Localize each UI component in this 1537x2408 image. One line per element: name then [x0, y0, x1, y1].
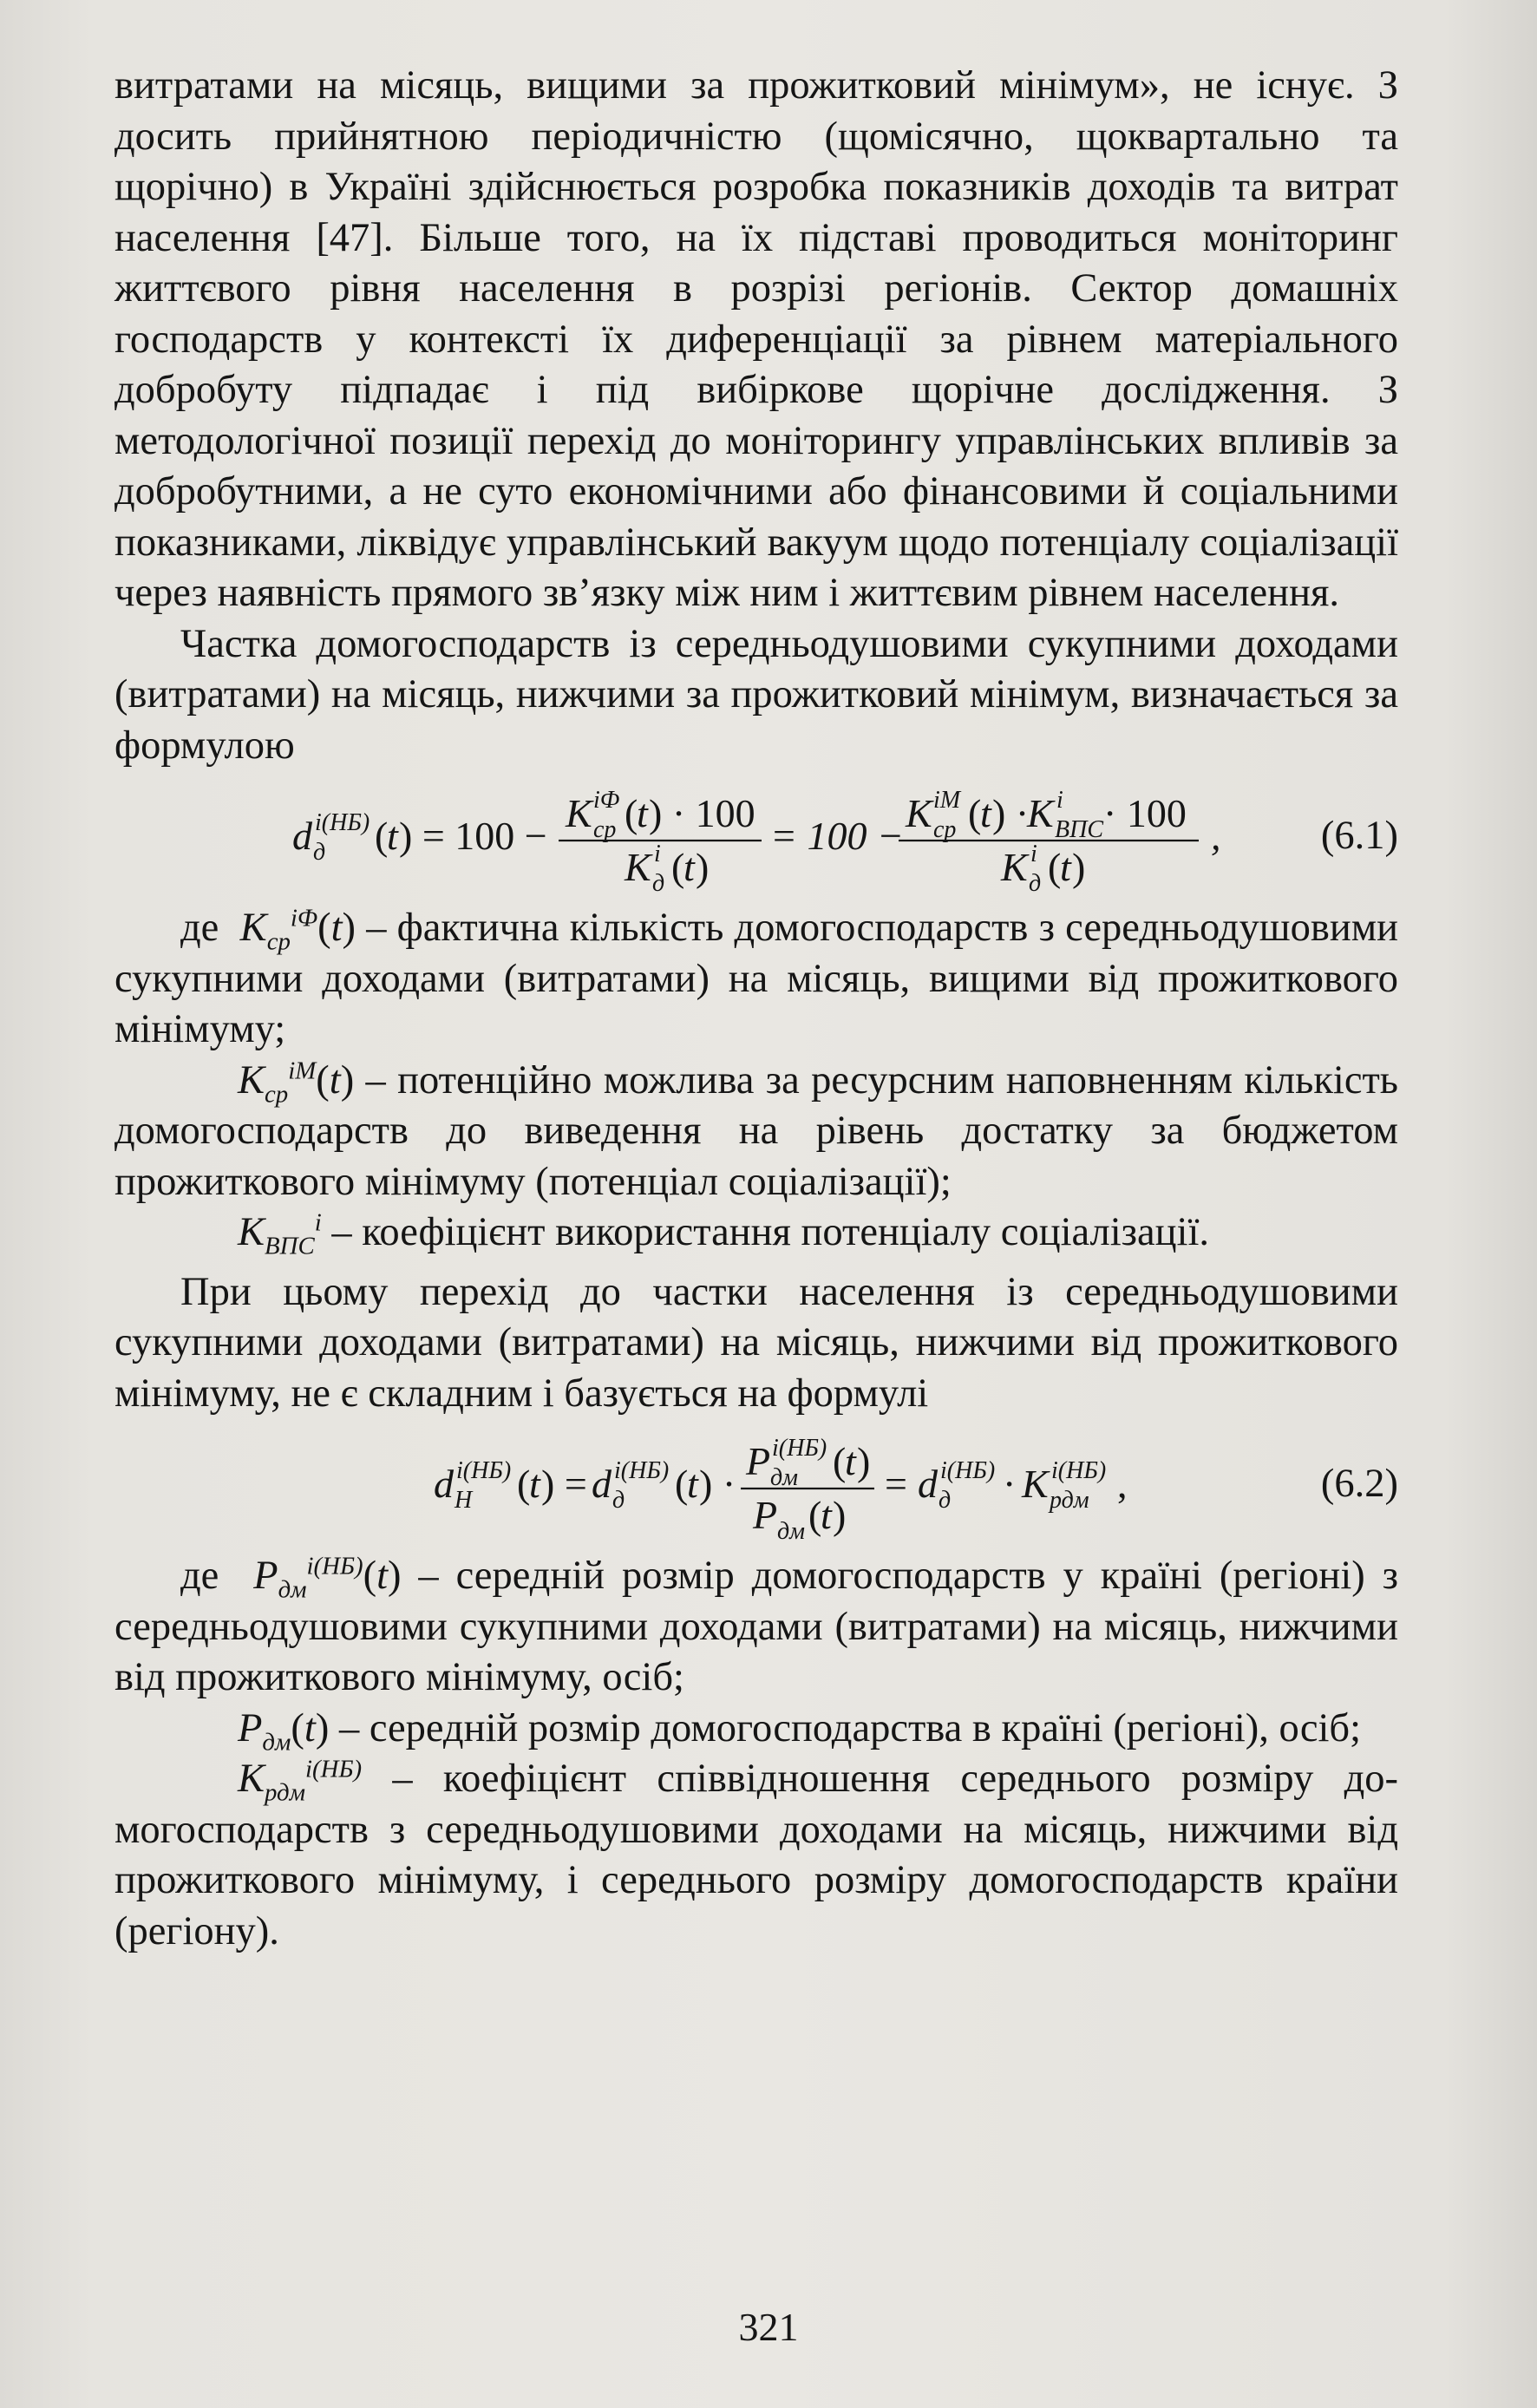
- paragraph-2: Частка домогосподарств із середньодушовими сукупними доходами (витратами) на місяць, нижчими за прожитковий мінімум, визначається за формулою: [114, 621, 1398, 768]
- svg-text:i(НБ): i(НБ): [456, 1457, 512, 1484]
- definition-k-ifact-text: – фактична кількість домогосподарств з середньодушовими сукупними доходами (витратами) на місяць, вищими від прожиткового мінімуму;: [114, 906, 1399, 1051]
- page-number: 321: [738, 2305, 799, 2349]
- svg-text:d: d: [434, 1462, 454, 1506]
- formula-6-1-svg: [114, 776, 1242, 894]
- formula-6-2-expression: [114, 1424, 1398, 1542]
- svg-text:P: P: [746, 1439, 771, 1483]
- svg-text:): ): [696, 845, 710, 889]
- definition-p-dm: [114, 1704, 1398, 1755]
- svg-text:d: d: [918, 1462, 938, 1506]
- formula-6-1: [114, 776, 1398, 894]
- svg-text:(: (: [375, 814, 389, 858]
- symbol-p-dm-inb: $P_{дм}^{i(НБ)}(t)$: [236, 1552, 402, 1604]
- svg-text:(: (: [625, 791, 638, 835]
- svg-text:K: K: [1027, 791, 1054, 835]
- svg-text:d: d: [592, 1462, 612, 1506]
- formula-6-1-number: (6.1): [1320, 814, 1398, 858]
- definition-k-ifact: [114, 903, 1398, 1056]
- svg-text:ср: ср: [933, 816, 957, 843]
- where-word: де: [180, 906, 219, 950]
- svg-text:д: д: [939, 1487, 952, 1514]
- svg-text:ВПС: ВПС: [1055, 816, 1103, 843]
- svg-text:i(НБ): i(НБ): [614, 1457, 670, 1484]
- svg-text:i(НБ): i(НБ): [940, 1457, 996, 1484]
- where-word: де: [180, 1554, 219, 1598]
- definition-k-rdm-text: – коефіцієнт співвідношення середнього розміру домогосподарств з середньодушовими доходами на місяць, нижчими від прожиткового мінімуму, і середнього розміру домогосподарств країни (регіону).: [114, 1757, 1398, 1953]
- svg-text:дм: дм: [777, 1518, 806, 1542]
- svg-text:=: =: [885, 1462, 907, 1506]
- definition-p-dm-inb-text: – середній розмір домогосподарств у країні (регіоні) з середньодушовими сукупними доходами (витратами) на місяць, нижчими від прожиткового мінімуму, осіб;: [114, 1554, 1399, 1699]
- paragraph-1: витратами на місяць, вищими за прожитковий мінімум», не існує. З досить прийнятною періодичністю (щомісячно, щоквартально та щорічно) в Україні здійснюється розробка показників доходів та витрат населення [47]. Більше того, на їх підставі проводиться моніторинг життєвого рівня населення в розрізі регіонів. Сектор домашніх господарств у контексті їх диференціації за рівнем матеріального добробуту підпадає і під вибіркове щорічне дослідження. З методологічної позиції перехід до моніторингу управлінських впливів за добробутними, а не суто економічними або фінансовими й соціальними показниками, ліквідує управлінський вакуум щодо потенціалу соціалізації через наявність прямого зв’язку між ним і життєвим рівнем населення.: [114, 63, 1398, 615]
- svg-text:i(НБ): i(НБ): [315, 809, 370, 836]
- svg-text:t: t: [637, 791, 648, 835]
- svg-text:t: t: [683, 845, 695, 889]
- svg-text:i: i: [1030, 841, 1037, 867]
- svg-text:(: (: [671, 845, 685, 889]
- svg-text:,: ,: [1211, 814, 1221, 858]
- svg-text:t: t: [845, 1439, 856, 1483]
- svg-text:K: K: [1022, 1462, 1049, 1506]
- svg-text:K: K: [1001, 845, 1028, 889]
- definition-k-im: [114, 1056, 1398, 1208]
- svg-text:P: P: [753, 1493, 778, 1537]
- svg-text:t: t: [980, 791, 991, 835]
- svg-text:(: (: [1048, 845, 1062, 889]
- svg-text:) ·: ) ·: [992, 791, 1030, 835]
- svg-text:д: д: [1029, 870, 1042, 894]
- text-block: [114, 61, 1398, 1957]
- svg-text:(: (: [808, 1493, 822, 1537]
- definition-k-rdm: [114, 1754, 1398, 1957]
- svg-text:) · 100: ) · 100: [649, 791, 755, 835]
- svg-text:д: д: [313, 839, 326, 866]
- svg-text:) ·: ) ·: [699, 1462, 736, 1506]
- svg-text:(: (: [833, 1439, 847, 1483]
- svg-text:t: t: [529, 1462, 540, 1506]
- svg-text:t: t: [687, 1462, 698, 1506]
- svg-text:(: (: [517, 1462, 531, 1506]
- svg-text:ср: ср: [593, 816, 617, 843]
- symbol-k-sr-ifact: $K_{ср}^{iФ}(t)$: [229, 904, 356, 956]
- formula-6-2-number: (6.2): [1320, 1462, 1398, 1506]
- svg-text:iФ: iФ: [593, 787, 620, 814]
- symbol-k-rdm-inb: $K_{рдм}^{i(НБ)}$: [238, 1755, 363, 1807]
- symbol-p-dm: $P_{дм}(t)$: [238, 1705, 330, 1756]
- formula-6-2-svg: [114, 1424, 1242, 1542]
- formula-6-2: [114, 1424, 1398, 1542]
- svg-text:(: (: [968, 791, 982, 835]
- paragraph-3: При цьому перехід до частки населення із середньодушовими сукупними доходами (витратами) на місяць, нижчими від прожиткового мінімуму, не є складним і базується на формулі: [114, 1269, 1398, 1416]
- svg-text:дм: дм: [770, 1464, 799, 1491]
- definition-k-im-text: – потенційно можлива за ресурсним наповненням кількість домогосподарств до виведення на рівень достатку за бюджетом прожиткового мінімуму (потенціал соціалізації);: [114, 1057, 1398, 1204]
- svg-text:) =: ) =: [541, 1462, 587, 1506]
- svg-text:K: K: [906, 791, 932, 835]
- svg-text:): ): [1072, 845, 1086, 889]
- svg-text:): ): [857, 1439, 871, 1483]
- svg-text:· 100: · 100: [1103, 791, 1187, 835]
- svg-text:i(НБ): i(НБ): [772, 1435, 827, 1462]
- svg-text:д: д: [612, 1487, 625, 1514]
- svg-text:) = 100 −: ) = 100 −: [399, 814, 547, 858]
- svg-text:): ): [833, 1493, 847, 1537]
- svg-text:рдм: рдм: [1050, 1487, 1089, 1514]
- svg-text:t: t: [821, 1493, 832, 1537]
- svg-text:K: K: [625, 845, 651, 889]
- svg-text:Н: Н: [455, 1487, 473, 1514]
- svg-text:= 100 −: = 100 −: [770, 814, 905, 858]
- svg-text:(: (: [675, 1462, 689, 1506]
- svg-text:K: K: [566, 791, 592, 835]
- definition-p-dm-text: – середній розмір домогосподарства в країні (регіоні), осіб;: [329, 1705, 1362, 1750]
- svg-text:·: ·: [1003, 1462, 1017, 1506]
- definition-k-vps-text: – коефіцієнт використання потенціалу соціалізації.: [321, 1210, 1210, 1254]
- svg-text:i(НБ): i(НБ): [1051, 1457, 1107, 1484]
- svg-text:д: д: [652, 870, 665, 894]
- formula-6-1-expression: [114, 776, 1398, 894]
- svg-text:i: i: [1056, 787, 1063, 814]
- definition-p-dm-inb: [114, 1551, 1398, 1704]
- symbol-k-vps: $K_{ВПС}^i$: [238, 1208, 322, 1260]
- symbol-k-sr-im: $K_{ср}^{iM}(t)$: [238, 1057, 355, 1108]
- svg-text:iM: iM: [933, 787, 961, 814]
- svg-text:,: ,: [1117, 1462, 1128, 1506]
- svg-text:i: i: [654, 841, 661, 867]
- svg-text:t: t: [387, 814, 398, 858]
- definition-k-vps: [114, 1207, 1398, 1259]
- svg-text:d: d: [292, 814, 312, 858]
- svg-text:t: t: [1060, 845, 1071, 889]
